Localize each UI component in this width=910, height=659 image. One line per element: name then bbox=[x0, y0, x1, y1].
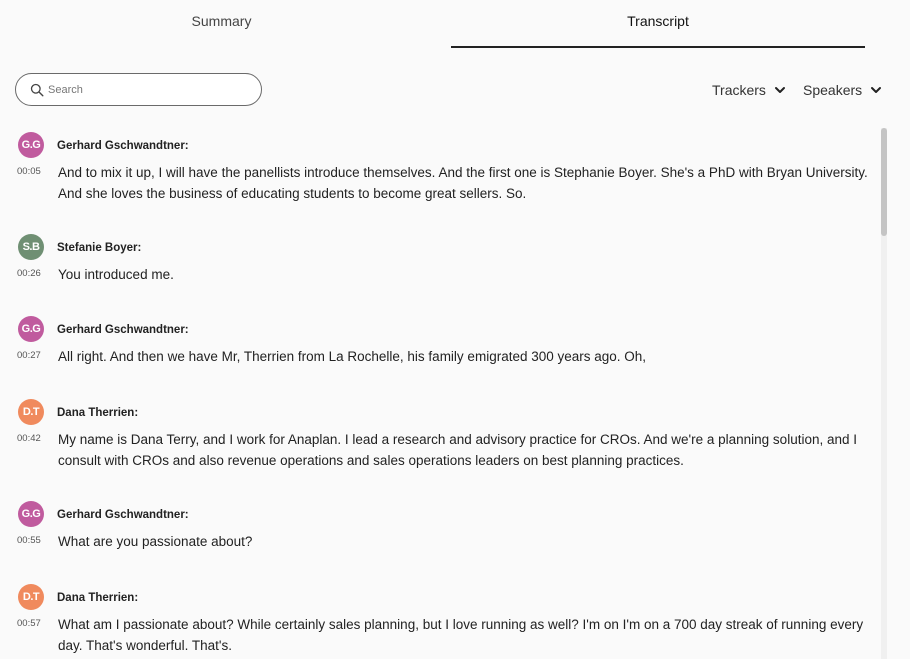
scrollbar[interactable] bbox=[881, 128, 887, 659]
avatar: S.B bbox=[18, 234, 44, 260]
transcript-text: My name is Dana Terry, and I work for Anaplan. I lead a research and advisory practice for CROs. And we're a planning solution, and I consult with CROs and also revenue operations and sales operations leaders on best planning practices. bbox=[58, 432, 857, 468]
timestamp[interactable]: 00:42 bbox=[17, 433, 41, 444]
speaker-name: Gerhard Gschwandtner: bbox=[57, 140, 189, 152]
timestamp[interactable]: 00:55 bbox=[17, 535, 41, 546]
trackers-dropdown[interactable] bbox=[712, 80, 786, 100]
transcript-text: And to mix it up, I will have the panellists introduce themselves. And the first one is Stephanie Boyer. She's a PhD with Bryan University. And she loves the business of educating students to become great sellers. So. bbox=[58, 165, 868, 201]
avatar: D.T bbox=[18, 584, 44, 610]
speaker-name: Gerhard Gschwandtner: bbox=[57, 324, 189, 336]
timestamp[interactable]: 00:05 bbox=[17, 166, 41, 177]
transcript-text: What are you passionate about? bbox=[58, 534, 253, 549]
speakers-label: Speakers bbox=[803, 82, 863, 98]
trackers-label: Trackers bbox=[712, 82, 766, 98]
timestamp[interactable]: 00:26 bbox=[17, 268, 41, 279]
transcript-list bbox=[0, 128, 885, 659]
speaker-name: Gerhard Gschwandtner: bbox=[57, 509, 189, 521]
timestamp[interactable]: 00:57 bbox=[17, 618, 41, 629]
speaker-name: Dana Therrien: bbox=[57, 592, 139, 604]
tab-summary[interactable]: Summary bbox=[191, 13, 252, 29]
search-box[interactable] bbox=[15, 73, 262, 106]
speaker-name: Stefanie Boyer: bbox=[57, 242, 142, 254]
search-input[interactable] bbox=[48, 80, 248, 100]
avatar: G.G bbox=[18, 501, 44, 527]
tab-bar bbox=[0, 0, 910, 48]
chevron-down-icon bbox=[870, 85, 882, 95]
search-icon bbox=[30, 83, 44, 97]
transcript-text: You introduced me. bbox=[58, 267, 174, 282]
scrollbar-thumb[interactable] bbox=[881, 128, 887, 236]
tab-transcript[interactable]: Transcript bbox=[451, 0, 865, 48]
avatar: D.T bbox=[18, 399, 44, 425]
speakers-dropdown[interactable] bbox=[803, 80, 882, 100]
speaker-name: Dana Therrien: bbox=[57, 407, 139, 419]
avatar: G.G bbox=[18, 316, 44, 342]
chevron-down-icon bbox=[774, 85, 786, 95]
avatar: G.G bbox=[18, 132, 44, 158]
transcript-text: What am I passionate about? While certainly sales planning, but I love running as well? I'm on I'm on a 700 day streak of running every day. That's wonderful. That's. bbox=[58, 617, 864, 653]
timestamp[interactable]: 00:27 bbox=[17, 350, 41, 361]
transcript-text: All right. And then we have Mr, Therrien from La Rochelle, his family emigrated 300 years ago. Oh, bbox=[58, 349, 647, 364]
